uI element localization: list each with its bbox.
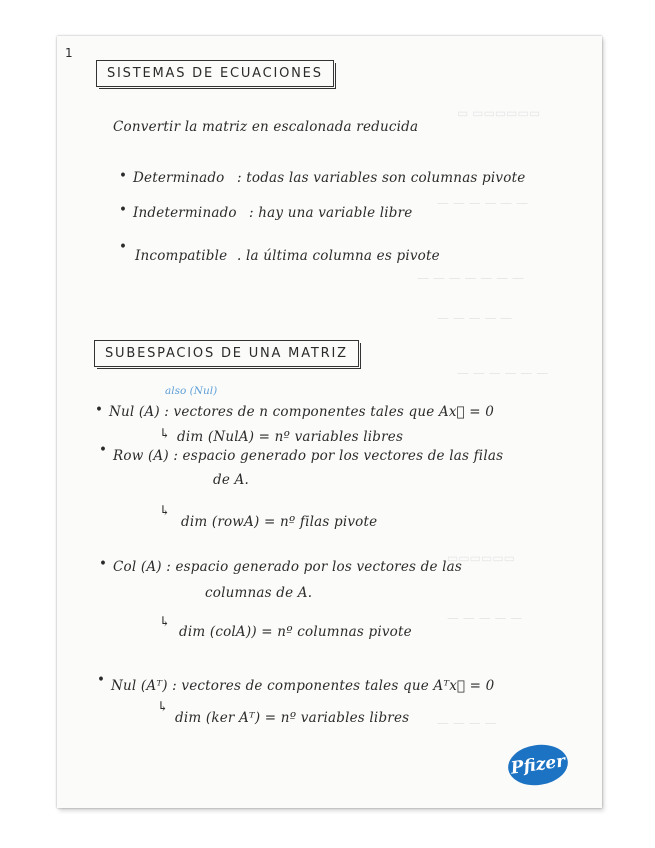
item-incompatible-desc: . la última columna es pivote — [237, 248, 440, 264]
section-title-subespacios: SUBESPACIOS DE UNA MATRIZ — [94, 340, 359, 367]
bullet: • — [99, 556, 108, 572]
notebook-page: ▭ ▭▭▭▭▭▭ — — — — — — — — — — — — — — — — — — — — — — — — ▭▭▭▭▭▭ — — — — — — — — — 1 SISTEMAS DE ECUACIONES Convertir la matriz en escalonada reducida • Determinado : todas las variables son columnas pivote • Indeterminado : hay una variable libre • Incompatible . la última columna es pivote SUBESPACIOS DE UNA MATRIZ also (Nul) • Nul (A) : vectores de n componentes tales que Ax⃗ = 0 ↳ dim (NulA) = nº variables libres • Row (A) : espacio generado por los vectores de las filas de A. ↳ dim (rowA) = nº filas pivote • Col (A) : espacio generado por los vectores de las columnas de A. ↳ dim (colA)) = nº columnas pivote • Nul (Aᵀ) : vectores de componentes tales que Aᵀx⃗ = 0 ↳ dim (ker Aᵀ) = nº variables libres — [57, 36, 602, 808]
nul-at-dimension: dim (ker Aᵀ) = nº variables libres — [175, 710, 410, 726]
nul-at-definition: Nul (Aᵀ) : vectores de componentes tales que Aᵀx⃗ = 0 — [111, 678, 495, 694]
row-a-dimension: dim (rowA) = nº filas pivote — [181, 514, 378, 530]
item-incompatible-term: Incompatible — [135, 248, 228, 264]
item-indeterminado-term: Indeterminado — [133, 205, 237, 221]
pfizer-logo: Pfizer — [506, 741, 571, 789]
arrow-icon: ↳ — [159, 503, 171, 519]
arrow-icon: ↳ — [159, 426, 171, 442]
section-title-sistemas: SISTEMAS DE ECUACIONES — [96, 60, 334, 87]
bullet: • — [99, 442, 108, 458]
col-a-definition-line1: Col (A) : espacio generado por los vectores de las — [113, 559, 463, 575]
bullet: • — [97, 672, 106, 688]
bullet: • — [95, 402, 104, 418]
page-number: 1 — [65, 46, 73, 60]
row-a-definition-line1: Row (A) : espacio generado por los vectores de las filas — [113, 448, 504, 464]
nul-a-dimension: dim (NulA) = nº variables libres — [177, 429, 404, 445]
arrow-icon: ↳ — [157, 699, 169, 715]
item-determinado-desc: : todas las variables son columnas pivote — [237, 170, 526, 186]
item-determinado-term: Determinado — [133, 170, 225, 186]
item-indeterminado-desc: : hay una variable libre — [249, 205, 413, 221]
bullet: • — [119, 239, 128, 255]
nul-a-definition: Nul (A) : vectores de n componentes tales que Ax⃗ = 0 — [109, 404, 495, 420]
row-a-definition-line2: de A. — [213, 472, 249, 488]
bullet: • — [119, 202, 128, 218]
col-a-definition-line2: columnas de A. — [205, 585, 313, 601]
col-a-dimension: dim (colA)) = nº columnas pivote — [179, 624, 412, 640]
nul-annotation: also (Nul) — [165, 385, 218, 397]
bullet: • — [119, 168, 128, 184]
intro-text: Convertir la matriz en escalonada reducida — [113, 119, 419, 135]
arrow-icon: ↳ — [159, 614, 171, 630]
